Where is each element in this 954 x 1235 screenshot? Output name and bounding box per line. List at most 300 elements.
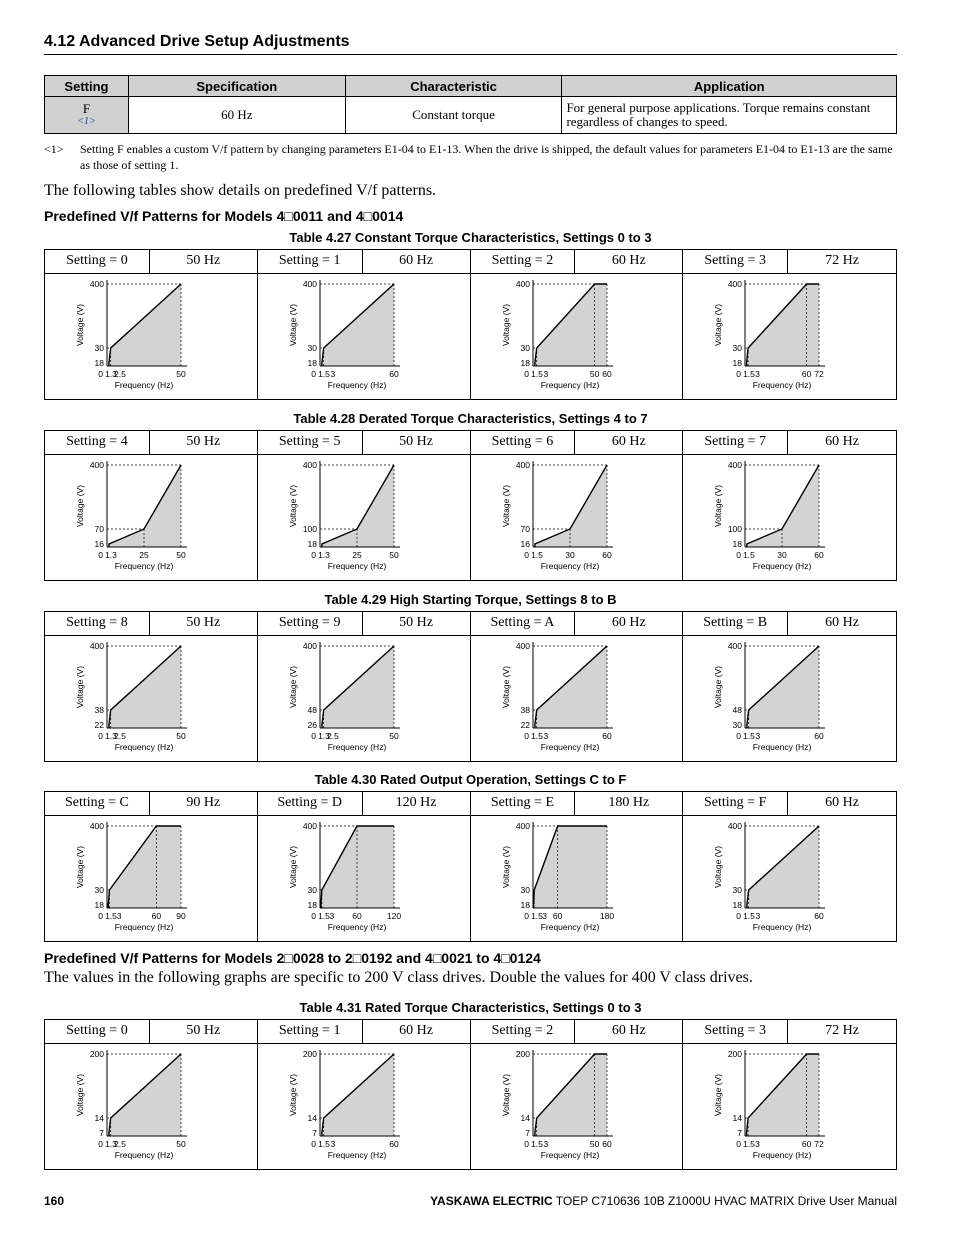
vf-chart bbox=[45, 1044, 257, 1169]
vf-area bbox=[109, 465, 181, 547]
x-axis-label: Frequency (Hz) bbox=[327, 561, 387, 571]
voltage-class-note: The values in the following graphs are specific to 200 V class drives. Double the values for 400 V class drives. bbox=[44, 969, 753, 986]
vf-area bbox=[533, 826, 606, 908]
vf-area bbox=[109, 646, 181, 728]
vf-graph bbox=[45, 455, 258, 580]
y-tick-label: 7 bbox=[99, 1128, 104, 1138]
footer-manual bbox=[430, 1194, 897, 1208]
y-tick-label: 7 bbox=[737, 1128, 743, 1138]
y-tick-label: 30 bbox=[307, 885, 317, 895]
vf-pattern-table bbox=[44, 430, 897, 581]
x-tick-label: 72 bbox=[814, 369, 824, 379]
table-header-row bbox=[45, 250, 896, 274]
vf-area bbox=[747, 465, 819, 547]
y-axis-label: Voltage (V) bbox=[713, 665, 724, 709]
y-tick-label: 18 bbox=[307, 358, 317, 368]
origin-label: 0 bbox=[311, 369, 316, 379]
x-axis-label: Frequency (Hz) bbox=[327, 1150, 387, 1160]
vf-area bbox=[108, 826, 181, 908]
y-tick-label: 14 bbox=[520, 1113, 530, 1123]
y-tick-label: 400 bbox=[302, 641, 317, 651]
x-tick-label: 1.5 bbox=[743, 731, 756, 741]
vf-graph bbox=[258, 1044, 471, 1169]
table-caption: Table 4.28 Derated Torque Characteristics, Settings 4 to 7 bbox=[293, 411, 648, 426]
frequency-label: 90 Hz bbox=[150, 792, 258, 815]
x-tick-label: 60 bbox=[601, 369, 612, 379]
setting-label: Setting = 8 bbox=[45, 612, 150, 635]
vf-area bbox=[534, 465, 606, 547]
x-tick-label: 50 bbox=[389, 550, 399, 560]
x-axis-label: Frequency (Hz) bbox=[540, 1150, 599, 1160]
y-tick-label: 30 bbox=[520, 343, 530, 353]
x-tick-label: 1.5 bbox=[530, 911, 543, 921]
x-axis-label: Frequency (Hz) bbox=[327, 742, 387, 752]
vf-chart bbox=[683, 455, 895, 580]
x-axis-label: Frequency (Hz) bbox=[752, 742, 812, 752]
frequency-label: 50 Hz bbox=[150, 612, 258, 635]
vf-area bbox=[321, 826, 394, 908]
y-axis-label: Voltage (V) bbox=[500, 1073, 511, 1117]
x-tick-label: 60 bbox=[814, 911, 824, 921]
y-tick-label: 38 bbox=[94, 705, 104, 715]
table-row bbox=[45, 97, 897, 134]
vf-graph bbox=[471, 816, 684, 941]
frequency-label: 180 Hz bbox=[575, 792, 683, 815]
vf-area bbox=[534, 646, 606, 728]
x-tick-label: 60 bbox=[601, 731, 612, 741]
manual-title: TOEP C710636 10B Z1000U HVAC MATRIX Drive User Manual bbox=[555, 1194, 897, 1208]
y-axis-label: Voltage (V) bbox=[287, 303, 298, 347]
vf-pattern-table bbox=[44, 1019, 897, 1170]
setting-label: Setting = 1 bbox=[258, 1020, 363, 1043]
x-tick-label: 1.3 bbox=[317, 731, 330, 741]
vf-chart bbox=[258, 1044, 470, 1169]
vf-area bbox=[322, 1054, 394, 1136]
graph-row bbox=[45, 816, 896, 941]
x-tick-label: 1.3 bbox=[317, 550, 330, 560]
setting-value: F bbox=[82, 101, 91, 116]
origin-label: 0 bbox=[523, 731, 529, 741]
x-tick-label: 60 bbox=[814, 550, 824, 560]
x-tick-label: 3 bbox=[541, 911, 547, 921]
footnote-marker: <1> bbox=[44, 142, 64, 156]
frequency-label: 72 Hz bbox=[825, 1023, 859, 1038]
x-tick-label: 120 bbox=[386, 911, 401, 921]
x-tick-label: 2.5 bbox=[114, 731, 126, 741]
y-tick-label: 7 bbox=[312, 1128, 317, 1138]
y-tick-label: 48 bbox=[307, 705, 317, 715]
origin-label: 0 bbox=[98, 911, 103, 921]
vf-chart bbox=[471, 1044, 683, 1169]
vf-area bbox=[534, 1054, 606, 1136]
x-axis-label: Frequency (Hz) bbox=[114, 922, 174, 932]
vf-graph bbox=[683, 816, 896, 941]
x-tick-label: 50 bbox=[176, 731, 186, 741]
graph-row bbox=[45, 1044, 896, 1169]
y-tick-label: 48 bbox=[732, 705, 743, 715]
setting-label: Setting = C bbox=[45, 792, 150, 815]
y-tick-label: 30 bbox=[732, 720, 743, 730]
vf-graph bbox=[683, 636, 896, 761]
x-tick-label: 2.5 bbox=[114, 1139, 126, 1149]
x-tick-label: 50 bbox=[389, 731, 399, 741]
frequency-label: 60 Hz bbox=[575, 250, 683, 273]
x-tick-label: 30 bbox=[564, 550, 575, 560]
x-tick-label: 60 bbox=[802, 1139, 812, 1149]
y-axis-label: Voltage (V) bbox=[713, 1073, 724, 1117]
frequency-label: 50 Hz bbox=[150, 431, 258, 454]
vf-chart bbox=[471, 636, 683, 761]
vf-chart bbox=[45, 455, 257, 580]
vf-graph bbox=[683, 455, 896, 580]
x-tick-label: 1.5 bbox=[743, 911, 756, 921]
frequency-label: 50 Hz bbox=[363, 612, 471, 635]
y-tick-label: 200 bbox=[302, 1049, 317, 1059]
vf-graph bbox=[258, 816, 471, 941]
origin-label: 0 bbox=[736, 369, 742, 379]
x-tick-label: 2.5 bbox=[326, 731, 339, 741]
vf-chart bbox=[258, 636, 470, 761]
x-tick-label: 60 bbox=[389, 1139, 399, 1149]
x-tick-label: 1.5 bbox=[105, 911, 117, 921]
graph-row bbox=[45, 636, 896, 761]
vf-area bbox=[534, 284, 606, 366]
y-tick-label: 30 bbox=[307, 343, 317, 353]
y-tick-label: 18 bbox=[732, 358, 743, 368]
table-header-row bbox=[45, 76, 897, 97]
origin-label: 0 bbox=[736, 731, 742, 741]
frequency-label: 72 Hz bbox=[825, 253, 859, 268]
y-tick-label: 400 bbox=[89, 641, 104, 651]
origin-label: 0 bbox=[311, 550, 316, 560]
y-tick-label: 26 bbox=[307, 720, 317, 730]
y-axis-label: Voltage (V) bbox=[75, 484, 85, 528]
y-tick-label: 7 bbox=[524, 1128, 530, 1138]
x-tick-label: 60 bbox=[814, 731, 824, 741]
x-tick-label: 3 bbox=[755, 369, 761, 379]
setting-label: Setting = 1 bbox=[258, 250, 363, 273]
x-axis-label: Frequency (Hz) bbox=[752, 922, 812, 932]
vf-area bbox=[109, 1054, 181, 1136]
x-tick-label: 1.5 bbox=[743, 1139, 756, 1149]
subsection-heading-2: Predefined V/f Patterns for Models 2□0028 to 2□0192 and 4□0021 to 4□0124 bbox=[44, 950, 541, 966]
x-axis-label: Frequency (Hz) bbox=[540, 561, 599, 571]
column-header: Setting bbox=[45, 76, 129, 97]
vf-chart bbox=[683, 636, 895, 761]
frequency-label: 60 Hz bbox=[363, 1020, 471, 1043]
y-axis-label: Voltage (V) bbox=[500, 845, 511, 889]
vf-graph bbox=[471, 274, 684, 399]
y-tick-label: 16 bbox=[94, 539, 104, 549]
x-tick-label: 1.5 bbox=[743, 550, 756, 560]
y-tick-label: 16 bbox=[520, 539, 530, 549]
x-axis-label: Frequency (Hz) bbox=[114, 742, 174, 752]
vf-chart bbox=[258, 455, 470, 580]
y-tick-label: 14 bbox=[307, 1113, 317, 1123]
x-tick-label: 1.5 bbox=[530, 1139, 543, 1149]
vf-chart bbox=[258, 274, 470, 399]
y-tick-label: 30 bbox=[732, 343, 743, 353]
y-axis-label: Voltage (V) bbox=[500, 484, 511, 528]
x-tick-label: 50 bbox=[176, 1139, 186, 1149]
x-tick-label: 25 bbox=[352, 550, 362, 560]
setting-label: Setting = 0 bbox=[45, 250, 150, 273]
setting-label: Setting = 0 bbox=[45, 1020, 150, 1043]
vf-graph bbox=[471, 1044, 684, 1169]
brand-name: YASKAWA ELECTRIC bbox=[430, 1194, 553, 1208]
frequency-label: 50 Hz bbox=[150, 1020, 258, 1043]
x-tick-label: 1.5 bbox=[317, 369, 330, 379]
vf-area bbox=[747, 826, 819, 908]
setting-label: Setting = 7 bbox=[683, 431, 788, 454]
origin-label: 0 bbox=[523, 911, 529, 921]
y-tick-label: 400 bbox=[728, 460, 743, 470]
x-axis-label: Frequency (Hz) bbox=[540, 742, 599, 752]
setting-label: Setting = A bbox=[471, 612, 576, 635]
x-tick-label: 50 bbox=[176, 550, 186, 560]
y-tick-label: 400 bbox=[728, 641, 743, 651]
origin-label: 0 bbox=[311, 1139, 316, 1149]
setting-label: Setting = 2 bbox=[471, 1020, 576, 1043]
vf-area bbox=[322, 465, 394, 547]
vf-graph bbox=[45, 816, 258, 941]
y-tick-label: 18 bbox=[307, 900, 317, 910]
y-tick-label: 400 bbox=[515, 279, 530, 289]
x-tick-label: 60 bbox=[601, 550, 612, 560]
x-tick-label: 3 bbox=[755, 731, 761, 741]
x-tick-label: 25 bbox=[139, 550, 149, 560]
y-tick-label: 400 bbox=[89, 279, 104, 289]
x-axis-label: Frequency (Hz) bbox=[114, 561, 174, 571]
column-header: Application bbox=[562, 76, 897, 97]
y-axis-label: Voltage (V) bbox=[287, 665, 298, 709]
x-tick-label: 1.5 bbox=[530, 369, 543, 379]
setting-label: Setting = E bbox=[471, 792, 576, 815]
origin-label: 0 bbox=[523, 1139, 529, 1149]
y-tick-label: 18 bbox=[520, 900, 530, 910]
vf-chart bbox=[45, 816, 257, 941]
specification-cell: 60 Hz bbox=[128, 97, 345, 134]
setting-label: Setting = B bbox=[683, 612, 788, 635]
setting-label: Setting = 9 bbox=[258, 612, 363, 635]
column-header: Characteristic bbox=[345, 76, 562, 97]
vf-area bbox=[109, 284, 181, 366]
y-tick-label: 100 bbox=[302, 524, 317, 534]
x-tick-label: 3 bbox=[116, 911, 122, 921]
frequency-label: 50 Hz bbox=[150, 250, 258, 273]
y-axis-label: Voltage (V) bbox=[287, 1073, 298, 1117]
y-axis-label: Voltage (V) bbox=[500, 303, 511, 347]
setting-label: Setting = 2 bbox=[471, 250, 576, 273]
x-tick-label: 1.5 bbox=[317, 1139, 330, 1149]
x-axis-label: Frequency (Hz) bbox=[752, 1150, 812, 1160]
origin-label: 0 bbox=[311, 731, 316, 741]
setting-label: Setting = 3 bbox=[683, 250, 788, 273]
y-tick-label: 14 bbox=[732, 1113, 743, 1123]
vf-graph bbox=[683, 1044, 896, 1169]
y-tick-label: 400 bbox=[728, 279, 743, 289]
y-tick-label: 18 bbox=[732, 539, 743, 549]
vf-pattern-table bbox=[44, 791, 897, 942]
x-axis-label: Frequency (Hz) bbox=[114, 380, 174, 390]
y-tick-label: 200 bbox=[728, 1049, 743, 1059]
x-tick-label: 3 bbox=[542, 369, 548, 379]
x-axis-label: Frequency (Hz) bbox=[752, 561, 812, 571]
vf-chart bbox=[45, 636, 257, 761]
y-tick-label: 18 bbox=[520, 358, 530, 368]
vf-graph bbox=[258, 274, 471, 399]
column-header: Specification bbox=[128, 76, 345, 97]
y-tick-label: 30 bbox=[520, 885, 530, 895]
y-tick-label: 400 bbox=[89, 460, 104, 470]
intro-text: The following tables show details on predefined V/f patterns. bbox=[44, 182, 437, 199]
y-tick-label: 400 bbox=[728, 821, 743, 831]
x-tick-label: 60 bbox=[552, 911, 562, 921]
x-tick-label: 50 bbox=[589, 1139, 599, 1149]
setting-cell bbox=[45, 97, 129, 134]
table-caption: Table 4.27 Constant Torque Characteristics, Settings 0 to 3 bbox=[289, 230, 652, 245]
y-tick-label: 400 bbox=[515, 641, 530, 651]
table-header-row bbox=[45, 431, 896, 455]
vf-graph bbox=[45, 274, 258, 399]
x-tick-label: 1.3 bbox=[105, 550, 117, 560]
origin-label: 0 bbox=[98, 550, 103, 560]
vf-graph bbox=[471, 455, 684, 580]
vf-chart bbox=[45, 274, 257, 399]
table-header-row bbox=[45, 1020, 896, 1044]
x-tick-label: 3 bbox=[542, 1139, 548, 1149]
x-tick-label: 1.5 bbox=[317, 911, 330, 921]
x-tick-label: 3 bbox=[755, 1139, 761, 1149]
frequency-label: 60 Hz bbox=[825, 615, 859, 630]
x-tick-label: 30 bbox=[777, 550, 787, 560]
y-tick-label: 400 bbox=[515, 821, 530, 831]
graph-row bbox=[45, 274, 896, 399]
subsection-heading-1: Predefined V/f Patterns for Models 4□0011 and 4□0014 bbox=[44, 208, 404, 224]
y-tick-label: 18 bbox=[307, 539, 317, 549]
x-tick-label: 50 bbox=[176, 369, 186, 379]
y-tick-label: 70 bbox=[520, 524, 530, 534]
footnote bbox=[44, 141, 897, 173]
vf-area bbox=[322, 284, 394, 366]
x-axis-label: Frequency (Hz) bbox=[114, 1150, 174, 1160]
x-axis-label: Frequency (Hz) bbox=[540, 380, 599, 390]
x-tick-label: 60 bbox=[601, 1139, 612, 1149]
application-cell: For general purpose applications. Torque remains constant regardless of changes to speed. bbox=[562, 97, 897, 134]
vf-chart bbox=[683, 1044, 895, 1169]
y-tick-label: 18 bbox=[94, 900, 104, 910]
x-tick-label: 3 bbox=[330, 369, 335, 379]
y-tick-label: 30 bbox=[94, 343, 104, 353]
frequency-label: 60 Hz bbox=[575, 1020, 683, 1043]
x-tick-label: 2.5 bbox=[114, 369, 126, 379]
origin-label: 0 bbox=[736, 1139, 742, 1149]
y-tick-label: 30 bbox=[94, 885, 104, 895]
y-axis-label: Voltage (V) bbox=[75, 1073, 85, 1117]
table-header-row bbox=[45, 612, 896, 636]
origin-label: 0 bbox=[523, 369, 529, 379]
y-tick-label: 18 bbox=[94, 358, 104, 368]
frequency-label: 60 Hz bbox=[575, 431, 683, 454]
vf-graph bbox=[45, 1044, 258, 1169]
x-tick-label: 60 bbox=[151, 911, 162, 921]
vf-area bbox=[747, 284, 819, 366]
frequency-label: 60 Hz bbox=[363, 250, 471, 273]
y-axis-label: Voltage (V) bbox=[75, 665, 85, 709]
y-tick-label: 400 bbox=[302, 821, 317, 831]
x-tick-label: 90 bbox=[176, 911, 186, 921]
table-caption: Table 4.30 Rated Output Operation, Settings C to F bbox=[314, 772, 627, 787]
y-axis-label: Voltage (V) bbox=[75, 303, 85, 347]
x-tick-label: 72 bbox=[814, 1139, 824, 1149]
y-tick-label: 70 bbox=[94, 524, 104, 534]
vf-chart bbox=[471, 274, 683, 399]
origin-label: 0 bbox=[98, 1139, 103, 1149]
y-tick-label: 22 bbox=[94, 720, 104, 730]
vf-area bbox=[747, 646, 819, 728]
y-axis-label: Voltage (V) bbox=[713, 303, 724, 347]
vf-graph bbox=[258, 455, 471, 580]
y-tick-label: 400 bbox=[302, 460, 317, 470]
frequency-label: 50 Hz bbox=[363, 431, 471, 454]
y-tick-label: 14 bbox=[94, 1113, 104, 1123]
setting-spec-table bbox=[44, 75, 897, 134]
x-tick-label: 60 bbox=[389, 369, 399, 379]
y-tick-label: 400 bbox=[302, 279, 317, 289]
y-axis-label: Voltage (V) bbox=[287, 484, 298, 528]
x-axis-label: Frequency (Hz) bbox=[327, 922, 387, 932]
x-tick-label: 1.5 bbox=[530, 550, 543, 560]
setting-label: Setting = F bbox=[683, 792, 788, 815]
x-tick-label: 50 bbox=[589, 369, 599, 379]
y-axis-label: Voltage (V) bbox=[713, 484, 724, 528]
vf-graph bbox=[45, 636, 258, 761]
frequency-label: 60 Hz bbox=[825, 795, 859, 810]
x-axis-label: Frequency (Hz) bbox=[540, 922, 599, 932]
x-tick-label: 3 bbox=[329, 911, 335, 921]
graph-row bbox=[45, 455, 896, 580]
y-axis-label: Voltage (V) bbox=[500, 665, 511, 709]
vf-chart bbox=[683, 274, 895, 399]
vf-graph bbox=[258, 636, 471, 761]
section-header: 4.12 Advanced Drive Setup Adjustments bbox=[44, 33, 897, 55]
y-tick-label: 100 bbox=[728, 524, 743, 534]
x-tick-label: 3 bbox=[330, 1139, 335, 1149]
vf-graph bbox=[471, 636, 684, 761]
x-tick-label: 1.5 bbox=[743, 369, 756, 379]
y-tick-label: 400 bbox=[89, 821, 104, 831]
x-tick-label: 180 bbox=[599, 911, 614, 921]
vf-pattern-table bbox=[44, 611, 897, 762]
x-tick-label: 1.3 bbox=[105, 1139, 117, 1149]
footnote-link[interactable]: <1> bbox=[77, 116, 96, 127]
characteristic-cell: Constant torque bbox=[345, 97, 562, 134]
setting-label: Setting = 5 bbox=[258, 431, 363, 454]
frequency-label: 120 Hz bbox=[363, 792, 471, 815]
y-axis-label: Voltage (V) bbox=[75, 845, 85, 889]
vf-graph bbox=[683, 274, 896, 399]
setting-label: Setting = 6 bbox=[471, 431, 576, 454]
frequency-label: 60 Hz bbox=[575, 612, 683, 635]
page-number: 160 bbox=[44, 1194, 65, 1208]
x-tick-label: 60 bbox=[352, 911, 362, 921]
y-tick-label: 200 bbox=[515, 1049, 530, 1059]
table-header-row bbox=[45, 792, 896, 816]
origin-label: 0 bbox=[523, 550, 529, 560]
table-caption: Table 4.29 High Starting Torque, Settings 8 to B bbox=[324, 592, 617, 607]
y-tick-label: 22 bbox=[520, 720, 530, 730]
y-axis-label: Voltage (V) bbox=[713, 845, 724, 889]
